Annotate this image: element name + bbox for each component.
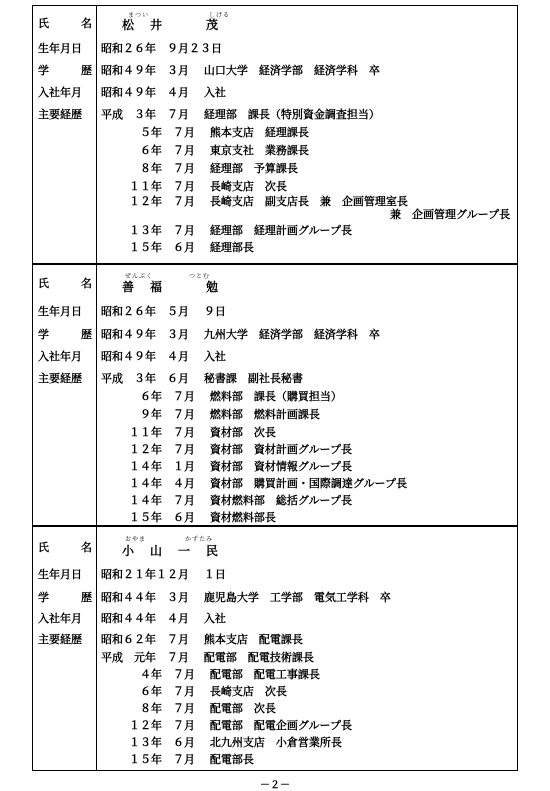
birth-value: 昭和２６年 ９月２３日 <box>101 42 222 55</box>
person-section-3 <box>33 525 517 770</box>
education-value: 昭和４９年 ３月 九州大学 経済学部 経済学科 卒 <box>101 328 380 341</box>
career-item: 平成 ３年 ６月 秘書課 副社長秘書 <box>101 372 303 385</box>
career-item: １３年 ７月 経理部 経理計画グループ長 <box>129 224 352 237</box>
career-item: １４年 ７月 資材燃料部 総括グループ長 <box>129 494 352 507</box>
career-item: ４年 ７月 配電部 配電工事課長 <box>140 668 320 681</box>
career-item: ５年 ７月 熊本支店 経理課長 <box>140 126 309 139</box>
document-frame <box>32 5 518 771</box>
joined-label: 入社年月 <box>38 86 82 99</box>
career-item: １５年 ７月 配電部長 <box>129 753 254 766</box>
career-item: 兼 企画管理グループ長 <box>390 208 511 221</box>
career-item: ６年 ７月 東京支社 業務課長 <box>140 144 309 157</box>
joined-label: 入社年月 <box>38 612 82 625</box>
career-item: １１年 ７月 資材部 次長 <box>129 426 276 439</box>
furigana-given: つとむ <box>189 273 211 280</box>
birth-label: 生年月日 <box>38 568 82 581</box>
career-item: １１年 ７月 長崎支店 次長 <box>129 180 287 193</box>
person-name: 松 井 茂 <box>122 18 221 32</box>
furigana-given: かずたみ <box>185 536 214 543</box>
career-label: 主要経歴 <box>38 108 82 121</box>
career-item: ８年 ７月 経理部 予算課長 <box>140 162 298 175</box>
education-value: 昭和４４年 ３月 鹿児島大学 工学部 電気工学科 卒 <box>101 591 391 604</box>
column-divider <box>96 527 97 770</box>
birth-value: 昭和２６年 ５月 ９日 <box>101 305 226 318</box>
education-label: 学 歴 <box>38 591 92 604</box>
joined-value: 昭和４９年 ４月 入社 <box>101 86 226 99</box>
career-item: ６年 ７月 長崎支店 次長 <box>140 685 287 698</box>
person-name: 善 福 勉 <box>122 280 221 294</box>
person-section-2 <box>33 263 517 527</box>
birth-value: 昭和２１年１２月 １日 <box>101 568 226 581</box>
birth-label: 生年月日 <box>38 42 82 55</box>
career-item: １２年 ７月 資材部 資材計画グループ長 <box>129 443 352 456</box>
career-item: １５年 ６月 資材燃料部長 <box>129 511 276 524</box>
joined-label: 入社年月 <box>38 350 82 363</box>
column-divider <box>96 6 97 263</box>
joined-value: 昭和４９年 ４月 入社 <box>101 350 226 363</box>
furigana-given: しげる <box>209 12 231 19</box>
furigana-family: おやま <box>125 536 147 543</box>
career-item: 平成 ３年 ７月 経理部 課長（特別資金調査担当） <box>101 108 380 121</box>
career-item: １４年 ４月 資材部 購買計画・国際調達グループ長 <box>129 477 407 490</box>
name-label: 氏 名 <box>38 17 92 30</box>
education-value: 昭和４９年 ３月 山口大学 経済学部 経済学科 卒 <box>101 64 380 77</box>
page-number: －２－ <box>260 780 290 791</box>
career-item: １５年 ６月 経理部長 <box>129 241 254 254</box>
career-item: １２年 ７月 配電部 配電企画グループ長 <box>129 719 352 732</box>
career-item: １３年 ６月 北九州支店 小倉営業所長 <box>129 736 342 749</box>
career-item: １４年 １月 資材部 資材情報グループ長 <box>129 460 352 473</box>
career-label: 主要経歴 <box>38 633 82 646</box>
career-item: ９年 ７月 燃料部 燃料計画課長 <box>140 408 320 421</box>
column-divider <box>96 265 97 527</box>
career-item: 昭和６２年 ７月 熊本支店 配電課長 <box>101 633 303 646</box>
person-name: 小 山 一 民 <box>122 544 221 558</box>
career-item: ６年 ７月 燃料部 課長（購買担当） <box>140 390 342 403</box>
career-item: １２年 ７月 長崎支店 副支店長 兼 企画管理室長 <box>129 195 408 208</box>
education-label: 学 歴 <box>38 64 92 77</box>
furigana-family: ぜんぷく <box>125 273 154 280</box>
education-label: 学 歴 <box>38 328 92 341</box>
career-item: 平成 元年 ７月 配電部 配電技術課長 <box>101 651 314 664</box>
career-label: 主要経歴 <box>38 372 82 385</box>
name-label: 氏 名 <box>38 541 92 554</box>
career-item: ８年 ７月 配電部 次長 <box>140 702 276 715</box>
name-label: 氏 名 <box>38 277 92 290</box>
birth-label: 生年月日 <box>38 305 82 318</box>
joined-value: 昭和４４年 ４月 入社 <box>101 612 226 625</box>
furigana-family: まつい <box>128 12 150 19</box>
person-section-1 <box>33 6 517 263</box>
